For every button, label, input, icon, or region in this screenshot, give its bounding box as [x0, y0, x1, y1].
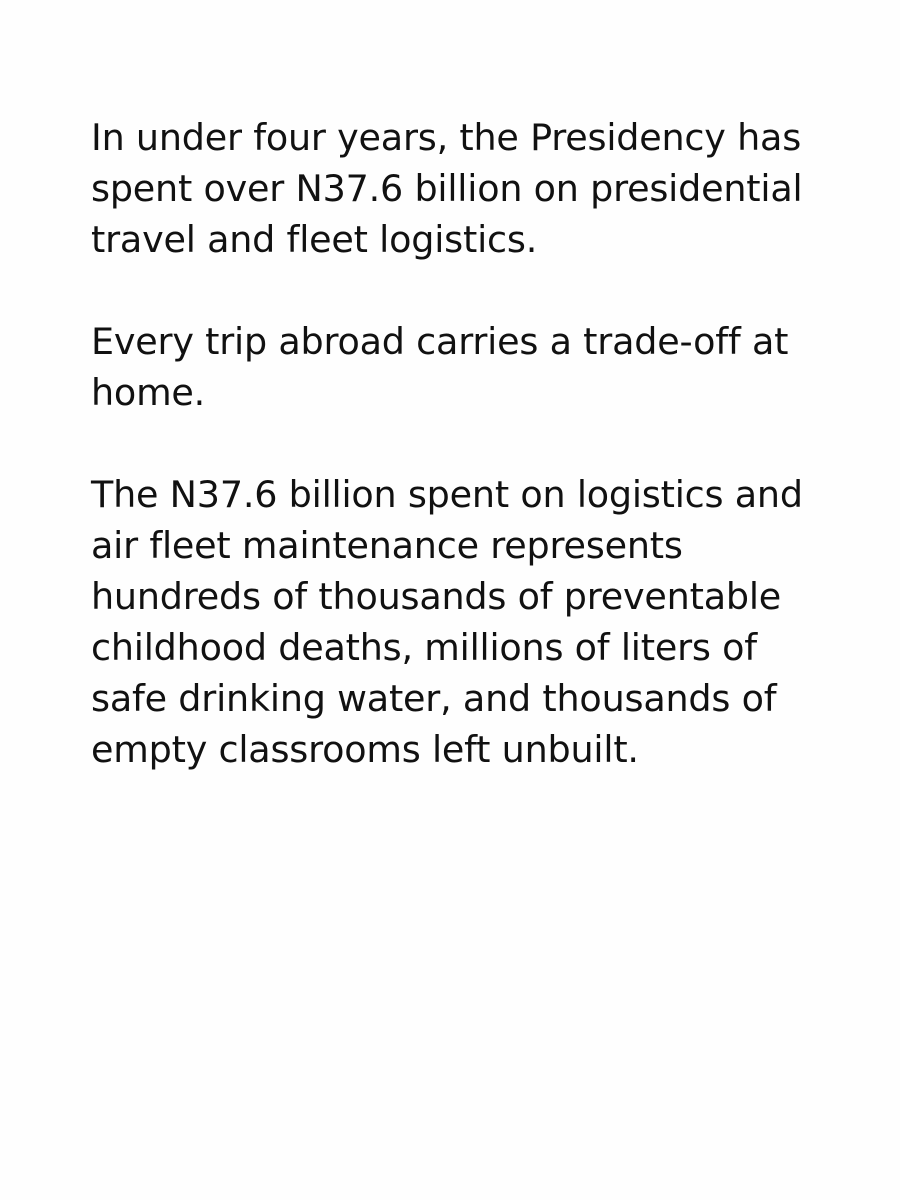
text-block — [91, 112, 821, 775]
paragraph-spending-summary: In under four years, the Presidency has spent over N37.6 billion on presidential travel and fleet logistics. — [91, 116, 803, 261]
paragraph-impact: The N37.6 billion spent on logistics and air fleet maintenance represents hundreds of thousands of preventable childhood deaths, millions of liters of safe drinking water, and thousands of empty classrooms left unbuilt. — [91, 473, 803, 771]
paragraph-trade-off: Every trip abroad carries a trade-off at home. — [91, 320, 789, 414]
